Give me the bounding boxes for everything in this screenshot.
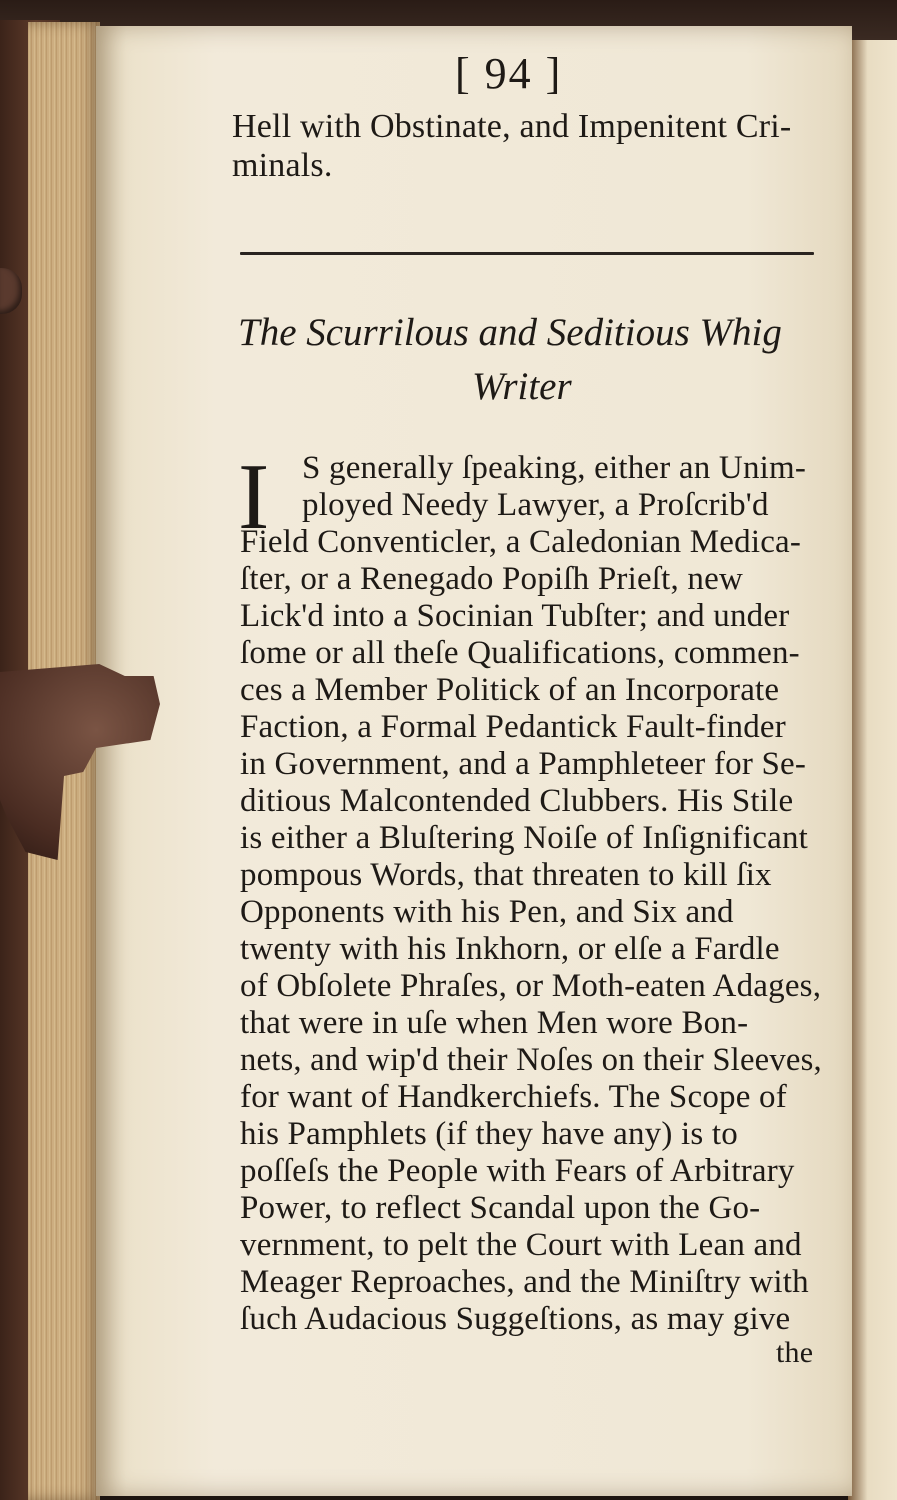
page-number: [ 94 ] (455, 49, 563, 98)
body-line-11: is either a Bluſtering Noiſe of Inſignificant (240, 820, 809, 856)
body-line-13: Opponents with his Pen, and Six and (240, 894, 734, 930)
body-line-16: that were in uſe when Men wore Bon- (240, 1005, 749, 1041)
body-line-10: ditious Malcontended Clubbers. His Stile (240, 783, 794, 819)
body-line-19: his Pamphlets (if they have any) is to (240, 1116, 738, 1152)
body-line-24: ſuch Audacious Suggeſtions, as may give (240, 1301, 791, 1337)
body-line-18: for want of Handkerchiefs. The Scope of (240, 1079, 787, 1115)
body-line-21: Power, to reflect Scandal upon the Go- (240, 1190, 761, 1226)
body-line-5: Lick'd into a Socinian Tubſter; and under (240, 598, 790, 634)
body-line-23: Meager Reproaches, and the Miniſtry with (240, 1264, 809, 1300)
body-line-22: vernment, to pelt the Court with Lean and (240, 1227, 802, 1263)
body-line-14: twenty with his Inkhorn, or elſe a Fardle (240, 931, 780, 967)
body-line-3: Field Conventicler, a Caledonian Medica- (240, 524, 802, 560)
body-line-7: ces a Member Politick of an Incorporate (240, 672, 780, 708)
facing-page-edge (848, 40, 897, 1500)
carryover-line-1: Hell with Obstinate, and Impenitent Cri- (232, 108, 792, 145)
body-line-20: poſſeſs the People with Fears of Arbitrary (240, 1153, 795, 1189)
body-line-6: ſome or all theſe Qualifications, commen- (240, 635, 800, 671)
catchword: the (776, 1336, 814, 1369)
section-rule (240, 252, 814, 255)
body-line-4: ſter, or a Renegado Popiſh Prieſt, new (240, 561, 744, 597)
body-line-1: S generally ſpeaking, either an Unim- (302, 450, 807, 486)
body-line-9: in Government, and a Pamphleteer for Se- (240, 746, 807, 782)
body-line-12: pompous Words, that threaten to kill ſix (240, 857, 772, 893)
carryover-line-2: minals. (232, 147, 333, 184)
body-line-8: Faction, a Formal Pedantick Fault-finder (240, 709, 786, 745)
section-heading-line-2: Writer (472, 365, 572, 408)
drop-cap: I (238, 445, 270, 549)
body-line-2: ployed Needy Lawyer, a Proſcrib'd (302, 487, 769, 523)
body-line-17: nets, and wip'd their Noſes on their Sleeves, (240, 1042, 822, 1078)
section-heading-line-1: The Scurrilous and Seditious Whig (238, 311, 782, 354)
body-line-15: of Obſolete Phraſes, or Moth-eaten Adages, (240, 968, 822, 1004)
